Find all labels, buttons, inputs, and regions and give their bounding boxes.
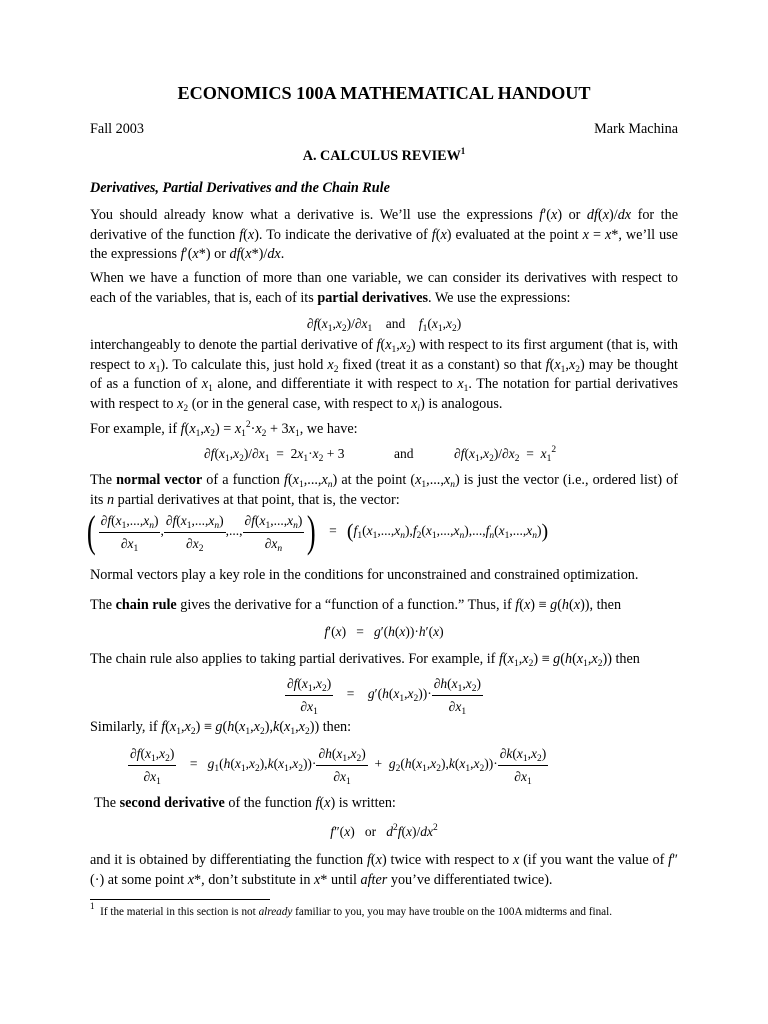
equation-chain-two: $\frac{\partial f(x_1,x_2)}{\partial x_1}$ = $g_1(h(x_1,x_2),k(x_1,x_2))\cdot$ $\frac{\partial h(x_1,x_2)}{\partial x_1}$ + $g_2(h(x_1,x_2),k(x_1,x_2))\cdot$ $\frac{\partial k(x_1,x_2)}{\partial x_1}$ (130, 746, 547, 787)
paragraph-second-explain: and it is obtained by differentiating the function f(x) twice with respect to x (if you want the value of f″(·) at some point x*, don’t substitute in x* until after you’ve differentiated twice). (90, 852, 678, 888)
equation-second-derivative: f″(x) or $d^2f(x)/dx^2$ (330, 823, 438, 839)
equation-chain-partial: $\frac{\partial f(x_1,x_2)}{\partial x_1}$ = $g'(h(x_1,x_2))\cdot$ $\frac{\partial h(x_1,x_2)}{\partial x_1}$ (286, 676, 482, 717)
equation-normal-vector: ( $\frac{\partial f(x_1,...,x_n)}{\partial x_1}$ , $\frac{\partial f(x_1,...,x_n)}{\partial x_2}$ ,..., $\frac{\partial f(x_1,...,x_n)}{\partial x_n}$ ) = $(f_1(x_1,...,x_n),f_2(x_1,...,x_n),...,f_n(x_1,...,x_n))$ (86, 507, 549, 556)
footnote-separator (90, 899, 270, 900)
dateline (90, 120, 678, 140)
paragraph-normal-vector: The normal vector of a function $f(x_1,...,x_n)$ at the point $(x_1,...,x_n)$ is just the vector (i.e., ordered list) of its n partial derivatives at that point, that is, the vector: (90, 472, 678, 508)
equation-chain-rule: f′(x) = g′(h(x))·h′(x) (324, 624, 444, 639)
paragraph-chain-partial: The chain rule also applies to taking partial derivatives. For example, if $f(x_1,x_2) \equiv g(h(x_1,x_2))$ then (90, 651, 640, 669)
document-title: ECONOMICS 100A MATHEMATICAL HANDOUT (177, 83, 591, 103)
paragraph-partial-intro: When we have a function of more than one variable, we can consider its derivatives with respect to each of the variables, that is, each of its partial derivatives. We use the expressions: (90, 270, 678, 306)
equation-example-partial1: $\partial f(x_1,x_2)/\partial x_1 = 2x_1\cdot x_2 + 3$ (204, 446, 345, 464)
paragraph-second-derivative: The second derivative of the function f(x) is written: (94, 795, 396, 811)
section-heading: A. CALCULUS REVIEW$^1$ (302, 146, 466, 164)
term: Fall 2003 (90, 121, 144, 137)
paragraph-derivative: You should already know what a derivative is. We’ll use the expressions f′(x) or df(x)/dx for the derivative of the function f(x). To indicate the derivative of f(x) evaluated at the point x = x*, we’ll use the expressions f′(x*) or df(x*)/dx. (90, 207, 678, 262)
paragraph-example: For example, if $f(x_1,x_2) = x_1^2\cdot x_2 + 3x_1$, we have: (90, 420, 358, 439)
author: Mark Machina (594, 121, 678, 137)
subheading: Derivatives, Partial Derivatives and the Chain Rule (90, 180, 390, 196)
paragraph-similarly: Similarly, if $f(x_1,x_2) \equiv g(h(x_1,x_2),k(x_1,x_2))$ then: (90, 719, 352, 737)
footnote: $^1$ If the material in this section is not already familiar to you, you may have trouble on the 100A midterms and final. (90, 901, 613, 918)
paragraph-partial-explain: interchangeably to denote the partial derivative of $f(x_1,x_2)$ with respect to its first argument (that is, with respect to $x_1$). To calculate this, just hold $x_2$ fixed (treat it as a constant) so that $f(x_1,x_2)$ may be thought of as a function of $x_1$ alone, and differentiate it with respect to $x_1$. The notation for partial derivatives with respect to $x_2$ (or in the general case, with respect to $x_i$) is analogous. (90, 337, 678, 414)
paragraph-normal-role: Normal vectors play a key role in the conditions for unconstrained and constrained optimization. (90, 567, 639, 583)
equation-partial-notation: $\partial f(x_1,x_2)/\partial x_1$ and $f_1(x_1,x_2)$ (306, 316, 462, 334)
footnote-mark: 1 (90, 901, 95, 911)
paragraph-chain-rule: The chain rule gives the derivative for a “function of a function.” Thus, if f(x) ≡ g(h(x)), then (90, 597, 622, 613)
footnote-ref: 1 (460, 146, 466, 156)
equation-example-partial2: $\partial f(x_1,x_2)/\partial x_2 = x_1^2$ (454, 445, 557, 464)
equation-and: and (394, 446, 414, 461)
